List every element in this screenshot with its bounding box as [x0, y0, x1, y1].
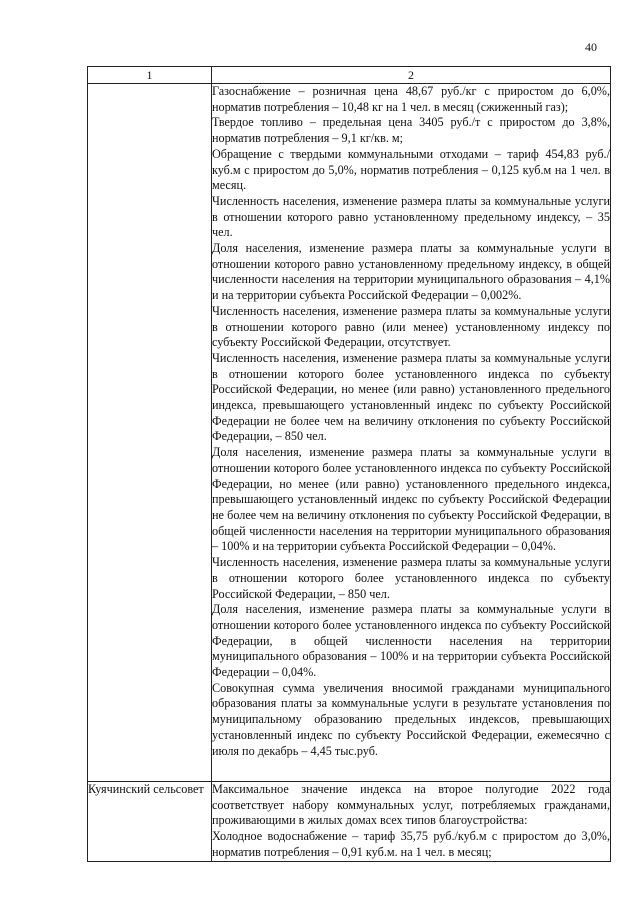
- header-cell-2: 2: [212, 67, 611, 84]
- paragraph-population-more: Численность населения, изменение размера платы за коммунальные услуги в отношении которого более установленного индекса по субъекту Российской Федерации, – 850 чел.: [212, 555, 610, 601]
- paragraph-share-more: Доля населения, изменение размера платы за коммунальные услуги в отношении которого более установленного индекса по субъекту Российской Федерации, в общей численности населения на территории муниципального образования – 100% и на территории субъекта Российской Федерации – 0,04%.: [212, 602, 610, 680]
- paragraph-max-index: Максимальное значение индекса на второе полугодие 2022 года соответствует набору коммунальных услуг, потребляемых гражданами, проживающими в жилых домах всех типов благоустройства:: [212, 782, 610, 828]
- document-table: [87, 66, 611, 862]
- paragraph-total-sum: Совокупная сумма увеличения вносимой гражданами муниципального образования платы за коммунальные услуги в результате установления по муниципальному образованию предельных индексов, превышающих установленный индекс по субъекту Российской Федерации, ежемесячно с июля по декабрь – 4,45 тыс.руб.: [212, 680, 610, 758]
- table-row: [88, 84, 611, 782]
- row-label-cell: [88, 84, 212, 782]
- paragraph-solid-fuel: Твердое топливо – предельная цена 3405 руб./т с приростом до 3,8%, норматив потребления – 9,1 кг/кв. м;: [212, 115, 610, 146]
- paragraph-waste: Обращение с твердыми коммунальными отходами – тариф 454,83 руб./куб.м с приростом до 5,0%, норматив потребления – 0,125 куб.м на 1 чел. в месяц.: [212, 146, 610, 193]
- paragraph-population-between: Численность населения, изменение размера платы за коммунальные услуги в отношении которого более установленного индекса по субъекту Российской Федерации, но менее (или равно) установленного предельного индекса, превышающего установленный индекс по субъекту Российской Федерации не более чем на величину отклонения по субъекту Российской Федерации, – 850 чел.: [212, 350, 610, 444]
- row-label-cell: Куячинский сельсовет: [88, 782, 212, 862]
- paragraph-population-equal: Численность населения, изменение размера платы за коммунальные услуги в отношении которого равно установленному предельному индексу, – 35 чел.: [212, 193, 610, 240]
- row-content-cell: [212, 84, 611, 782]
- header-cell-1: 1: [88, 67, 212, 84]
- table-header-row: [88, 67, 611, 84]
- paragraph-share-between: Доля населения, изменение размера платы за коммунальные услуги в отношении которого более установленного индекса по субъекту Российской Федерации, но менее (или равно) установленного предельного индекса, превышающего установленный индекс по субъекту Российской Федерации не более чем на величину отклонения по субъекту Российской Федерации, в общей численности населения на территории муниципального образования – 100% и на территории субъекта Российской Федерации – 0,04%.: [212, 445, 610, 554]
- page-number: 40: [585, 40, 597, 54]
- paragraph-population-less: Численность населения, изменение размера платы за коммунальные услуги в отношении которого равно (или менее) установленному индексу по субъекту Российской Федерации, отсутствует.: [212, 303, 610, 350]
- paragraph-cold-water: Холодное водоснабжение – тариф 35,75 руб./куб.м с приростом до 3,0%, норматив потребления – 0,91 куб.м. на 1 чел. в месяц;: [212, 829, 610, 859]
- table-row: [88, 782, 611, 862]
- paragraph-share-equal: Доля населения, изменение размера платы за коммунальные услуги в отношении которого равно установленному предельному индексу, в общей численности населения на территории муниципального образования – 4,1% и на территории субъекта Российской Федерации – 0,002%.: [212, 241, 610, 303]
- row-content-cell: [212, 782, 611, 862]
- paragraph-gas: Газоснабжение – розничная цена 48,67 руб./кг с приростом до 6,0%, норматив потребления – 10,48 кг на 1 чел. в месяц (сжиженный газ);: [212, 84, 610, 114]
